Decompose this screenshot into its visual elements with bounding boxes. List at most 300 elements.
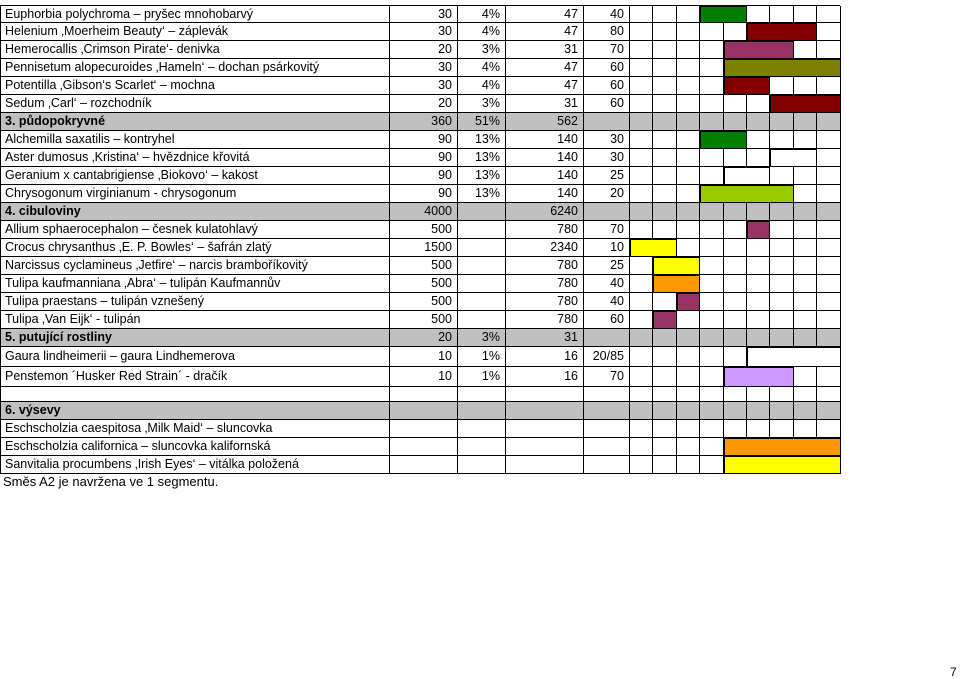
timeline-cell — [677, 167, 700, 185]
plant-name-cell: Allium sphaerocephalon – česnek kulatohlavý — [0, 221, 390, 239]
flowering-period-bar — [724, 167, 771, 185]
timeline-cell — [677, 59, 700, 77]
plant-name-cell: 5. putující rostliny — [0, 329, 390, 347]
timeline-cell — [677, 402, 700, 420]
timeline-cell — [653, 167, 676, 185]
timeline-cell — [653, 6, 676, 23]
timeline-cell — [770, 203, 793, 221]
flowering-period-bar — [724, 456, 841, 474]
percent-cell — [458, 257, 506, 275]
height-cell: 40 — [584, 6, 630, 23]
flowering-period-bar — [724, 438, 841, 456]
quantity-cell — [390, 438, 458, 456]
height-cell — [584, 438, 630, 456]
timeline-cell — [817, 185, 840, 203]
quantity-cell: 90 — [390, 149, 458, 167]
timeline-cell — [770, 402, 793, 420]
section-header-row — [0, 113, 840, 131]
timeline-cell — [794, 257, 817, 275]
plant-row — [0, 311, 840, 329]
plant-name-cell: Aster dumosus ‚Kristina‘ – hvězdnice křovitá — [0, 149, 390, 167]
timeline-cell — [794, 203, 817, 221]
timeline-cell — [724, 293, 747, 311]
plant-name-cell: Tulipa ‚Van Eijk‘ - tulipán — [0, 311, 390, 329]
flowering-period-bar — [630, 239, 677, 257]
timeline-cell — [724, 275, 747, 293]
plant-name-cell: 4. cibuloviny — [0, 203, 390, 221]
timeline-cell — [817, 113, 840, 131]
timeline-cell — [770, 329, 793, 347]
section-header-row — [0, 329, 840, 347]
count-cell: 140 — [506, 185, 584, 203]
height-cell: 70 — [584, 367, 630, 387]
timeline-cell — [817, 275, 840, 293]
plant-name-cell: Sedum ‚Carl‘ – rozchodník — [0, 95, 390, 113]
plant-row — [0, 456, 840, 474]
quantity-cell: 90 — [390, 185, 458, 203]
timeline-cell — [630, 41, 653, 59]
count-cell — [506, 420, 584, 438]
count-cell: 6240 — [506, 203, 584, 221]
timeline-cell — [630, 387, 653, 402]
quantity-cell: 90 — [390, 167, 458, 185]
timeline-cell — [630, 23, 653, 41]
flowering-period-bar — [677, 293, 700, 311]
quantity-cell: 500 — [390, 293, 458, 311]
timeline-cell — [817, 402, 840, 420]
percent-cell — [458, 420, 506, 438]
height-cell: 40 — [584, 275, 630, 293]
timeline-cell — [747, 387, 770, 402]
timeline-cell — [630, 95, 653, 113]
timeline-cell — [747, 131, 770, 149]
timeline-cell — [817, 293, 840, 311]
timeline-cell — [653, 456, 676, 474]
timeline-cell — [747, 311, 770, 329]
height-cell — [584, 387, 630, 402]
timeline-cell — [724, 311, 747, 329]
timeline-cell — [700, 420, 723, 438]
plant-row — [0, 257, 840, 275]
count-cell — [506, 456, 584, 474]
plant-name-cell: Eschscholzia californica – sluncovka kalifornská — [0, 438, 390, 456]
flowering-period-bar — [700, 185, 794, 203]
timeline-cell — [794, 6, 817, 23]
timeline-cell — [770, 293, 793, 311]
timeline-cell — [677, 367, 700, 387]
page-number: 7 — [950, 665, 957, 679]
timeline-cell — [747, 6, 770, 23]
timeline-cell — [677, 41, 700, 59]
timeline-cell — [770, 131, 793, 149]
flowering-period-bar — [747, 23, 817, 41]
quantity-cell: 30 — [390, 59, 458, 77]
plant-name-cell: Narcissus cyclamineus ‚Jetfire‘ – narcis bramboříkovitý — [0, 257, 390, 275]
timeline-cell — [677, 77, 700, 95]
timeline-cell — [653, 438, 676, 456]
timeline-cell — [677, 6, 700, 23]
plant-name-cell: Alchemilla saxatilis – kontryhel — [0, 131, 390, 149]
timeline-cell — [653, 113, 676, 131]
timeline-cell — [770, 257, 793, 275]
count-cell: 780 — [506, 311, 584, 329]
percent-cell — [458, 293, 506, 311]
timeline-cell — [700, 275, 723, 293]
plant-name-cell: Pennisetum alopecuroides ‚Hameln‘ – dochan psárkovitý — [0, 59, 390, 77]
timeline-cell — [794, 221, 817, 239]
height-cell: 40 — [584, 293, 630, 311]
timeline-cell — [700, 59, 723, 77]
height-cell — [584, 329, 630, 347]
timeline-cell — [817, 311, 840, 329]
timeline-cell — [817, 203, 840, 221]
timeline-cell — [817, 167, 840, 185]
height-cell: 30 — [584, 149, 630, 167]
timeline-cell — [700, 387, 723, 402]
plant-row — [0, 239, 840, 257]
timeline-cell — [747, 293, 770, 311]
timeline-cell — [700, 23, 723, 41]
timeline-cell — [653, 420, 676, 438]
timeline-cell — [700, 293, 723, 311]
timeline-cell — [747, 113, 770, 131]
flowering-period-bar — [724, 367, 794, 387]
plant-name-cell — [0, 387, 390, 402]
quantity-cell: 20 — [390, 41, 458, 59]
quantity-cell: 500 — [390, 221, 458, 239]
height-cell: 20 — [584, 185, 630, 203]
timeline-cell — [770, 221, 793, 239]
timeline-cell — [630, 113, 653, 131]
timeline-cell — [630, 59, 653, 77]
plant-row — [0, 77, 840, 95]
timeline-cell — [817, 329, 840, 347]
quantity-cell: 500 — [390, 311, 458, 329]
count-cell — [506, 402, 584, 420]
plant-row — [0, 221, 840, 239]
timeline-cell — [794, 329, 817, 347]
count-cell: 140 — [506, 167, 584, 185]
count-cell: 16 — [506, 347, 584, 367]
timeline-cell — [700, 367, 723, 387]
timeline-cell — [747, 257, 770, 275]
timeline-cell — [700, 41, 723, 59]
plant-name-cell: Sanvitalia procumbens ‚Irish Eyes‘ – vitálka položená — [0, 456, 390, 474]
timeline-cell — [794, 77, 817, 95]
plant-name-cell: Helenium ‚Moerheim Beauty‘ – záplevák — [0, 23, 390, 41]
count-cell: 47 — [506, 59, 584, 77]
plant-row — [0, 293, 840, 311]
timeline-cell — [817, 387, 840, 402]
quantity-cell: 30 — [390, 6, 458, 23]
timeline-cell — [747, 239, 770, 257]
plant-row — [0, 131, 840, 149]
percent-cell: 1% — [458, 367, 506, 387]
timeline-cell — [794, 367, 817, 387]
percent-cell — [458, 402, 506, 420]
quantity-cell: 10 — [390, 347, 458, 367]
timeline-cell — [677, 149, 700, 167]
timeline-cell — [770, 6, 793, 23]
quantity-cell: 500 — [390, 275, 458, 293]
timeline-cell — [794, 185, 817, 203]
count-cell: 140 — [506, 131, 584, 149]
timeline-cell — [677, 113, 700, 131]
timeline-cell — [724, 239, 747, 257]
height-cell: 70 — [584, 41, 630, 59]
timeline-cell — [630, 221, 653, 239]
plant-name-cell: 3. půdopokryvné — [0, 113, 390, 131]
count-cell — [506, 387, 584, 402]
plant-row — [0, 5, 840, 23]
timeline-cell — [630, 131, 653, 149]
timeline-cell — [794, 311, 817, 329]
plant-name-cell: Gaura lindheimerii – gaura Lindhemerova — [0, 347, 390, 367]
timeline-cell — [653, 185, 676, 203]
percent-cell — [458, 203, 506, 221]
flowering-period-bar — [653, 311, 676, 329]
count-cell: 31 — [506, 329, 584, 347]
timeline-cell — [677, 329, 700, 347]
percent-cell: 51% — [458, 113, 506, 131]
height-cell: 60 — [584, 77, 630, 95]
plant-name-cell: 6. výsevy — [0, 402, 390, 420]
timeline-cell — [794, 41, 817, 59]
timeline-cell — [630, 420, 653, 438]
plant-name-cell: Hemerocallis ‚Crimson Pirate‘- denivka — [0, 41, 390, 59]
percent-cell: 3% — [458, 329, 506, 347]
height-cell — [584, 456, 630, 474]
plant-name-cell: Chrysogonum virginianum - chrysogonum — [0, 185, 390, 203]
count-cell — [506, 438, 584, 456]
height-cell — [584, 420, 630, 438]
timeline-cell — [653, 387, 676, 402]
quantity-cell — [390, 420, 458, 438]
quantity-cell: 30 — [390, 23, 458, 41]
timeline-cell — [677, 131, 700, 149]
plant-row — [0, 41, 840, 59]
timeline-cell — [817, 23, 840, 41]
spacer-row — [0, 387, 840, 402]
count-cell: 140 — [506, 149, 584, 167]
timeline-cell — [817, 239, 840, 257]
timeline-cell — [700, 402, 723, 420]
timeline-cell — [794, 293, 817, 311]
timeline-cell — [653, 402, 676, 420]
timeline-cell — [700, 203, 723, 221]
timeline-cell — [630, 257, 653, 275]
count-cell: 2340 — [506, 239, 584, 257]
timeline-cell — [770, 113, 793, 131]
timeline-cell — [677, 420, 700, 438]
percent-cell — [458, 311, 506, 329]
flowering-period-bar — [724, 59, 841, 77]
timeline-cell — [770, 239, 793, 257]
percent-cell — [458, 221, 506, 239]
timeline-cell — [653, 77, 676, 95]
timeline-cell — [794, 420, 817, 438]
count-cell: 780 — [506, 293, 584, 311]
timeline-cell — [700, 456, 723, 474]
timeline-cell — [724, 203, 747, 221]
plant-row — [0, 23, 840, 41]
percent-cell: 4% — [458, 23, 506, 41]
timeline-cell — [747, 95, 770, 113]
timeline-cell — [794, 402, 817, 420]
plant-name-cell: Penstemon ´Husker Red Strain´ - dračík — [0, 367, 390, 387]
quantity-cell: 90 — [390, 131, 458, 149]
timeline-cell — [653, 59, 676, 77]
timeline-cell — [724, 329, 747, 347]
timeline-cell — [724, 402, 747, 420]
percent-cell: 4% — [458, 6, 506, 23]
footnote: Směs A2 je navržena ve 1 segmentu. — [3, 474, 219, 489]
quantity-cell: 360 — [390, 113, 458, 131]
count-cell: 47 — [506, 6, 584, 23]
timeline-cell — [653, 95, 676, 113]
timeline-cell — [677, 203, 700, 221]
timeline-cell — [653, 131, 676, 149]
count-cell: 16 — [506, 367, 584, 387]
timeline-cell — [817, 367, 840, 387]
timeline-cell — [700, 113, 723, 131]
height-cell: 25 — [584, 167, 630, 185]
timeline-cell — [770, 420, 793, 438]
plant-row — [0, 275, 840, 293]
quantity-cell: 30 — [390, 77, 458, 95]
plant-name-cell: Geranium x cantabrigiense ‚Biokovo‘ – kakost — [0, 167, 390, 185]
timeline-cell — [653, 367, 676, 387]
timeline-cell — [677, 185, 700, 203]
timeline-cell — [630, 6, 653, 23]
percent-cell — [458, 239, 506, 257]
percent-cell: 13% — [458, 131, 506, 149]
timeline-cell — [677, 456, 700, 474]
timeline-cell — [747, 329, 770, 347]
plant-row — [0, 438, 840, 456]
plant-row — [0, 367, 840, 387]
count-cell: 47 — [506, 77, 584, 95]
timeline-cell — [630, 367, 653, 387]
timeline-cell — [724, 113, 747, 131]
timeline-cell — [700, 438, 723, 456]
timeline-cell — [724, 420, 747, 438]
height-cell — [584, 113, 630, 131]
timeline-cell — [794, 167, 817, 185]
height-cell: 70 — [584, 221, 630, 239]
plant-row — [0, 59, 840, 77]
timeline-cell — [747, 402, 770, 420]
timeline-cell — [770, 77, 793, 95]
timeline-cell — [630, 185, 653, 203]
quantity-cell — [390, 387, 458, 402]
timeline-cell — [747, 420, 770, 438]
timeline-cell — [677, 221, 700, 239]
percent-cell — [458, 387, 506, 402]
timeline-cell — [770, 387, 793, 402]
plant-name-cell: Euphorbia polychroma – pryšec mnohobarvý — [0, 6, 390, 23]
plant-row — [0, 347, 840, 367]
plant-name-cell: Tulipa praestans – tulipán vznešený — [0, 293, 390, 311]
timeline-cell — [794, 131, 817, 149]
timeline-cell — [630, 203, 653, 221]
flowering-period-bar — [653, 257, 700, 275]
percent-cell — [458, 456, 506, 474]
count-cell: 31 — [506, 41, 584, 59]
timeline-cell — [817, 149, 840, 167]
quantity-cell: 20 — [390, 329, 458, 347]
count-cell: 780 — [506, 275, 584, 293]
timeline-cell — [724, 257, 747, 275]
timeline-cell — [653, 203, 676, 221]
quantity-cell: 1500 — [390, 239, 458, 257]
timeline-cell — [817, 131, 840, 149]
plant-name-cell: Potentilla ‚Gibson‘s Scarlet‘ – mochna — [0, 77, 390, 95]
timeline-cell — [630, 456, 653, 474]
timeline-cell — [630, 402, 653, 420]
percent-cell: 1% — [458, 347, 506, 367]
timeline-cell — [700, 221, 723, 239]
height-cell: 20/85 — [584, 347, 630, 367]
timeline-cell — [653, 293, 676, 311]
timeline-cell — [630, 329, 653, 347]
timeline-cell — [677, 239, 700, 257]
percent-cell: 4% — [458, 59, 506, 77]
timeline-cell — [677, 347, 700, 367]
timeline-cell — [700, 167, 723, 185]
timeline-cell — [677, 23, 700, 41]
timeline-cell — [700, 347, 723, 367]
timeline-cell — [700, 239, 723, 257]
timeline-cell — [747, 149, 770, 167]
timeline-cell — [770, 275, 793, 293]
timeline-cell — [630, 311, 653, 329]
timeline-cell — [700, 311, 723, 329]
height-cell: 80 — [584, 23, 630, 41]
timeline-cell — [653, 149, 676, 167]
quantity-cell — [390, 402, 458, 420]
timeline-cell — [630, 167, 653, 185]
flowering-period-bar — [770, 95, 840, 113]
height-cell — [584, 402, 630, 420]
height-cell: 30 — [584, 131, 630, 149]
timeline-cell — [724, 221, 747, 239]
height-cell: 10 — [584, 239, 630, 257]
timeline-cell — [770, 311, 793, 329]
timeline-cell — [700, 95, 723, 113]
flowering-period-bar — [770, 149, 817, 167]
timeline-cell — [653, 41, 676, 59]
count-cell: 780 — [506, 257, 584, 275]
quantity-cell: 4000 — [390, 203, 458, 221]
count-cell: 780 — [506, 221, 584, 239]
flowering-period-bar — [747, 347, 841, 367]
flowering-period-bar — [700, 6, 747, 23]
flowering-period-bar — [724, 41, 794, 59]
plant-name-cell: Tulipa kaufmanniana ‚Abra‘ – tulipán Kaufmannův — [0, 275, 390, 293]
timeline-cell — [817, 6, 840, 23]
plant-name-cell: Eschscholzia caespitosa ‚Milk Maid‘ – sluncovka — [0, 420, 390, 438]
timeline-cell — [794, 113, 817, 131]
timeline-cell — [653, 23, 676, 41]
flowering-period-bar — [700, 131, 747, 149]
count-cell: 562 — [506, 113, 584, 131]
timeline-cell — [817, 420, 840, 438]
timeline-cell — [653, 329, 676, 347]
timeline-cell — [724, 95, 747, 113]
timeline-cell — [653, 221, 676, 239]
timeline-cell — [817, 257, 840, 275]
